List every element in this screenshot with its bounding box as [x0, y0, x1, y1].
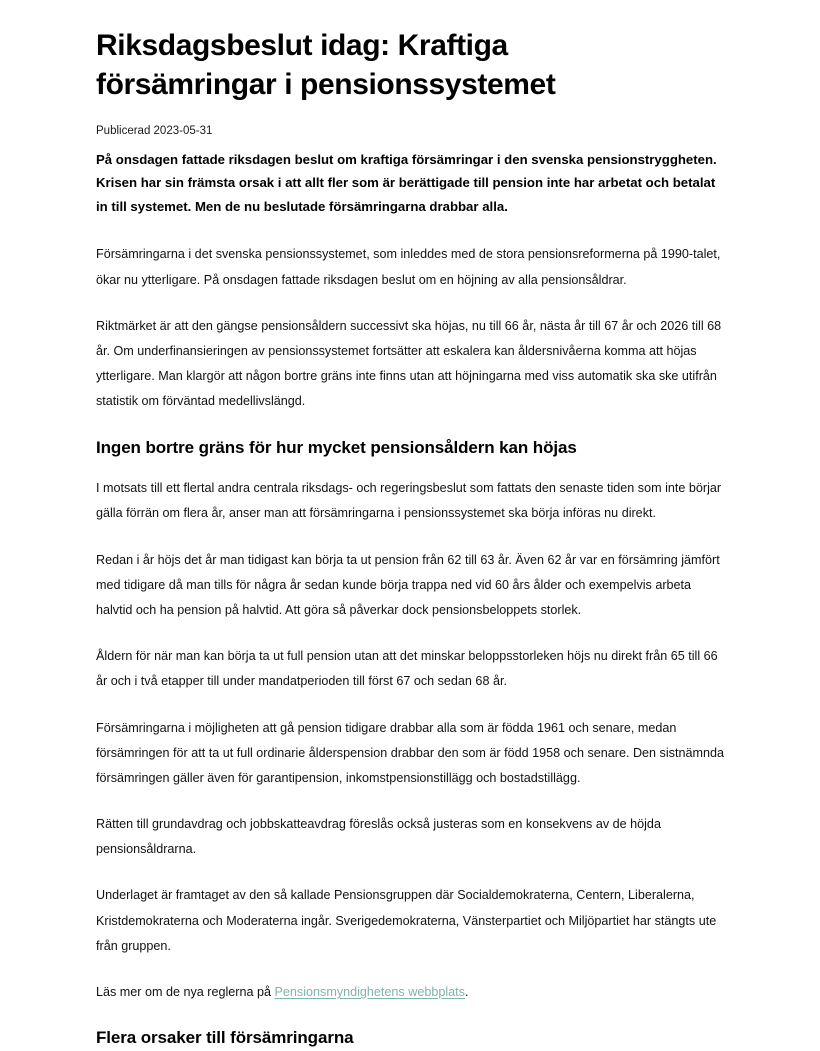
- section-heading-2: Flera orsaker till försämringarna: [96, 1028, 354, 1048]
- article-paragraph: Redan i år höjs det år man tidigast kan börja ta ut pension från 62 till 63 år. Även 62 år var en försämring jämfört med tidigare då man tills för några år sedan kunde börja trappa ned vid 60 års ålder och exempelvis arbeta halvtid och ha pension på halvtid. Att göra så påverkar dock pensionsbeloppets storlek.: [96, 552, 720, 617]
- pensionsmyndigheten-link[interactable]: Pensionsmyndighetens webbplats: [274, 985, 465, 1000]
- article-paragraph: Försämringarna i möjligheten att gå pension tidigare drabbar alla som är födda 1961 och senare, medan försämringen för att ta ut full ordinarie ålderspension drabbar den som är född 1958 och senare. Den sistnämnda försämringen gäller även för garantipension, inkomstpensionstillägg och bostadstillägg.: [96, 720, 724, 785]
- article-lead: På onsdagen fattade riksdagen beslut om kraftiga försämringar i den svenska pensionstryggheten. Krisen har sin främsta orsak i att allt fler som är berättigade till pension inte har arbetat och betalat in till systemet. Men de nu beslutade försämringarna drabbar alla.: [96, 151, 717, 214]
- article-paragraph: I motsats till ett flertal andra centrala riksdags- och regeringsbeslut som fattats den senaste tiden som inte börjar gälla förrän om flera år, anser man att försämringarna i pensionssystemet ska börja införas nu direkt.: [96, 481, 722, 521]
- article-paragraph: Riktmärket är att den gängse pensionsåldern successivt ska höjas, nu till 66 år, nästa år till 67 år och 2026 till 68 år. Om underfinansieringen av pensionssystemet fortsätter att eskalera kan åldersnivåerna komma att höjas ytterligare. Man klargör att någon bortre gräns inte finns utan att höjningarna med viss automatik ska ske utifrån statistik om förväntad medellivslängd.: [96, 318, 722, 409]
- read-more-suffix: .: [464, 985, 469, 1000]
- published-date: Publicerad 2023-05-31: [96, 125, 213, 137]
- article-paragraph: Försämringarna i det svenska pensionssystemet, som inleddes med de stora pensionsreformerna på 1990-talet, ökar nu ytterligare. På onsdagen fattade riksdagen beslut om en höjning av alla pensionsåldrar.: [96, 247, 721, 287]
- section-heading-1: Ingen bortre gräns för hur mycket pensionsåldern kan höjas: [96, 437, 577, 457]
- read-more-prefix: Läs mer om de nya reglerna på: [96, 985, 275, 1000]
- article-paragraph: Rätten till grundavdrag och jobbskatteavdrag föreslås också justeras som en konsekvens av de höjda pensionsåldrarna.: [96, 817, 661, 857]
- read-more-line: [96, 980, 725, 1005]
- article-paragraph: Underlaget är framtaget av den så kallade Pensionsgruppen där Socialdemokraterna, Centern, Liberalerna, Kristdemokraterna och Moderaterna ingår. Sverigedemokraterna, Vänsterpartiet och Miljöpartiet har stängts ute från gruppen.: [96, 888, 717, 953]
- article-paragraph: Åldern för när man kan börja ta ut full pension utan att det minskar beloppsstorleken höjs nu direkt från 65 till 66 år och i två etapper till under mandatperioden till först 67 och sedan 68 år.: [96, 649, 718, 689]
- page-title: Riksdagsbeslut idag: Kraftiga försämringar i pensionssystemet: [96, 29, 556, 101]
